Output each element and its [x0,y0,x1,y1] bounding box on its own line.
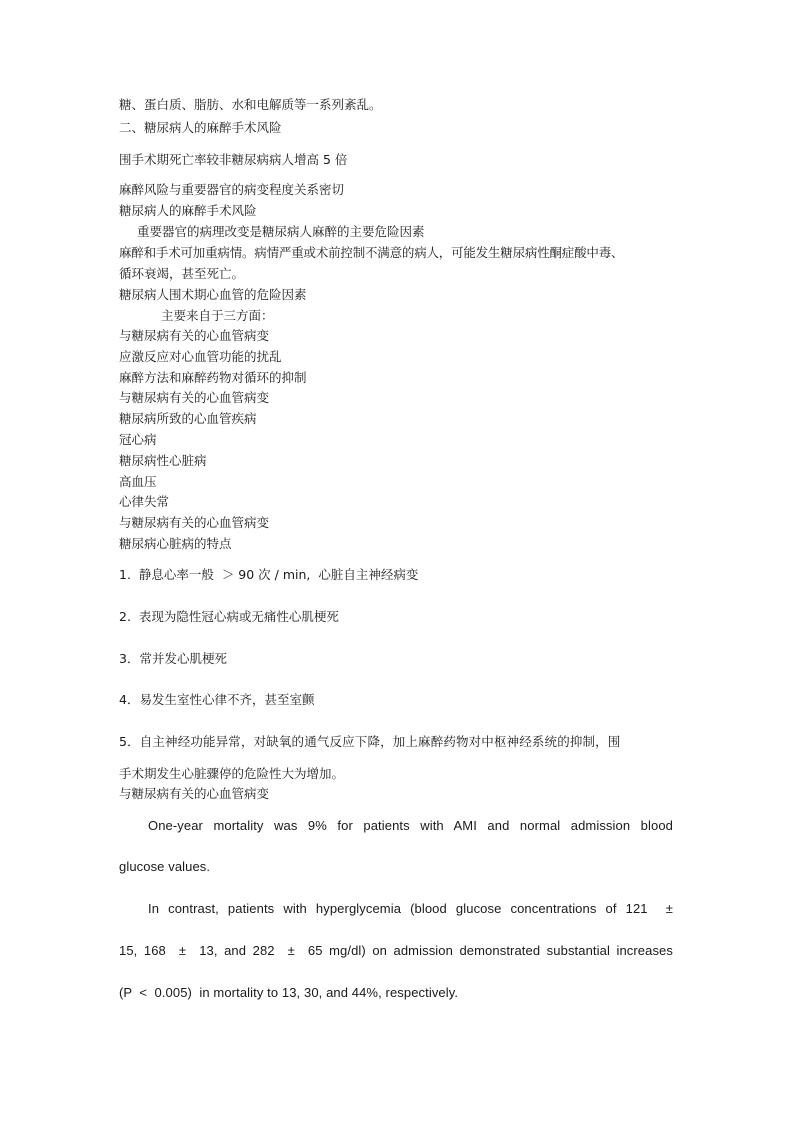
text-line: 与糖尿病有关的心血管病变 [119,515,270,530]
text-line: 与糖尿病有关的心血管病变 [119,390,270,405]
text-line: 麻醉和手术可加重病情。病情严重或术前控制不满意的病人，可能发生糖尿病性酮症酸中毒、 [119,245,624,260]
english-paragraph-line: (P < 0.005) in mortality to 13, 30, and 44%, respectively. [119,985,459,1000]
text-line: 糖、蛋白质、脂肪、水和电解质等一系列紊乱。 [119,97,382,112]
text-line: 重要器官的病理改变是糖尿病人麻醉的主要危险因素 [137,224,425,239]
text-line: 循环衰竭，甚至死亡。 [119,266,245,281]
english-paragraph-line: glucose values. [119,859,211,874]
text-line: 围手术期死亡率较非糖尿病病人增高 5 倍 [119,152,348,167]
list-item: 1. 静息心率一般 ＞ 90 次 / min, 心脏自主神经病变 [119,567,419,582]
text-line: 高血压 [119,474,157,489]
text-line: 与糖尿病有关的心血管病变 [119,328,270,343]
text-line: 冠心病 [119,432,157,447]
text-line: 糖尿病人围术期心血管的危险因素 [119,287,307,302]
list-item: 3．常并发心肌梗死 [119,651,227,666]
text-line: 麻醉方法和麻醉药物对循环的抑制 [119,370,307,385]
list-item: 2. 表现为隐性冠心病或无痛性心肌梗死 [119,609,339,624]
english-paragraph-line: 15, 168 ± 13, and 282 ± 65 mg/dl) on admission demonstrated substantial increases [119,943,673,958]
text-line: 主要来自于三方面： [161,308,274,323]
text-line: 心律失常 [119,494,170,509]
text-line: 糖尿病性心脏病 [119,453,207,468]
text-line: 糖尿病人的麻醉手术风险 [119,203,257,218]
text-line: 糖尿病所致的心血管疾病 [119,411,257,426]
text-line: 与糖尿病有关的心血管病变 [119,786,270,801]
list-item: 4．易发生室性心律不齐，甚至室颤 [119,692,315,707]
english-paragraph-line: In contrast, patients with hyperglycemia (blood glucose concentrations of 121 ± [148,901,673,916]
text-line: 应激反应对心血管功能的扰乱 [119,349,282,364]
english-paragraph-line: One-year mortality was 9% for patients with AMI and normal admission blood [148,818,673,833]
text-line: 麻醉风险与重要器官的病变程度关系密切 [119,182,345,197]
section-heading: 二、糖尿病人的麻醉手术风险 [119,120,282,135]
text-line: 手术期发生心脏骤停的危险性大为增加。 [119,766,345,781]
text-line: 糖尿病心脏病的特点 [119,536,232,551]
list-item: 5．自主神经功能异常，对缺氧的通气反应下降，加上麻醉药物对中枢神经系统的抑制，围 [119,734,621,749]
